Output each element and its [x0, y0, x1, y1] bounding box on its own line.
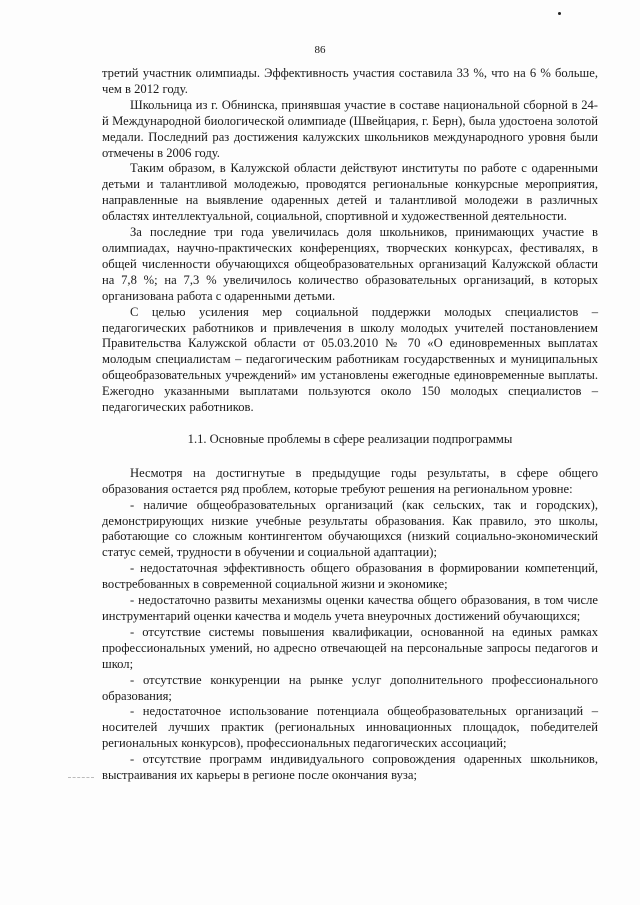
- list-item: - отсутствие программ индивидуального сопровождения одаренных школьников, выстраивания их карьеры в регионе после окончания вуза;: [102, 752, 598, 783]
- paragraph: Таким образом, в Калужской области действуют институты по работе с одаренными детьми и талантливой молодежью, проводятся региональные конкурсные мероприятия, направленные на выявление одаренных детей и талантливой молодежи в различных областях интеллектуальной, социальной, спортивной и художественной деятельности.: [102, 161, 598, 224]
- list-item: - отсутствие конкуренции на рынке услуг дополнительного профессионального образования;: [102, 672, 598, 703]
- list-item: - наличие общеобразовательных организаций (как сельских, так и городских), демонстрирующих низкие учебные результаты образования. Как правило, это школы, работающие со сложным контингентом обучающихся (низкий социально-экономический статус семей, трудности в обучении и социальной адаптации);: [102, 497, 598, 560]
- document-body: [102, 66, 598, 784]
- paragraph: За последние три года увеличилась доля школьников, принимающих участие в олимпиадах, научно-практических конференциях, творческих конкурсах, фестивалях, в общей численности обучающихся общеобразовательных организаций Калужской области на 7,8 %; на 7,3 % увеличилось количество образовательных организаций, в которых организована работа с одаренными детьми.: [102, 225, 598, 303]
- paragraph: третий участник олимпиады. Эффективность участия составила 33 %, что на 6 % больше, чем в 2012 году.: [102, 66, 598, 96]
- paragraph: Несмотря на достигнутые в предыдущие годы результаты, в сфере общего образования остается ряд проблем, которые требуют решения на региональном уровне:: [102, 465, 598, 496]
- scan-dot: [558, 12, 561, 15]
- paragraph: С целью усиления мер социальной поддержки молодых специалистов – педагогических работников и привлечения в школу молодых учителей постановлением Правительства Калужской области от 05.03.2010 № 70 «О единовременных выплатах молодым специалистам – педагогическим работникам государственных и муниципальных общеобразовательных учреждений» им установлены ежегодные единовременные выплаты. Ежегодно указанными выплатами пользуются около 150 молодых специалистов – педагогических работников.: [102, 304, 598, 415]
- list-item: - отсутствие системы повышения квалификации, основанной на единых рамках профессиональных умений, но адресно отвечающей на персональные запросы педагогов и школ;: [102, 624, 598, 671]
- list-item: - недостаточная эффективность общего образования в формировании компетенций, востребованных в современной социальной жизни и экономике;: [102, 561, 598, 592]
- page-number: 86: [314, 44, 326, 56]
- list-item: - недостаточно развиты механизмы оценки качества общего образования, в том числе инструментарий оценки качества и модель учета внеурочных достижений обучающихся;: [102, 593, 598, 623]
- scan-margin-mark: [68, 777, 94, 778]
- section-heading: 1.1. Основные проблемы в сфере реализации подпрограммы: [187, 431, 513, 446]
- paragraph: Школьница из г. Обнинска, принявшая участие в составе национальной сборной в 24-й Международной биологической олимпиаде (Швейцария, г. Берн), была удостоена золотой медали. Последний раз достижения калужских школьников международного уровня были отмечены в 2006 году.: [102, 97, 598, 160]
- list-item: - недостаточное использование потенциала общеобразовательных организаций – носителей лучших практик (региональных инновационных площадок, победителей региональных конкурсов), профессиональных педагогических ассоциаций;: [102, 704, 598, 751]
